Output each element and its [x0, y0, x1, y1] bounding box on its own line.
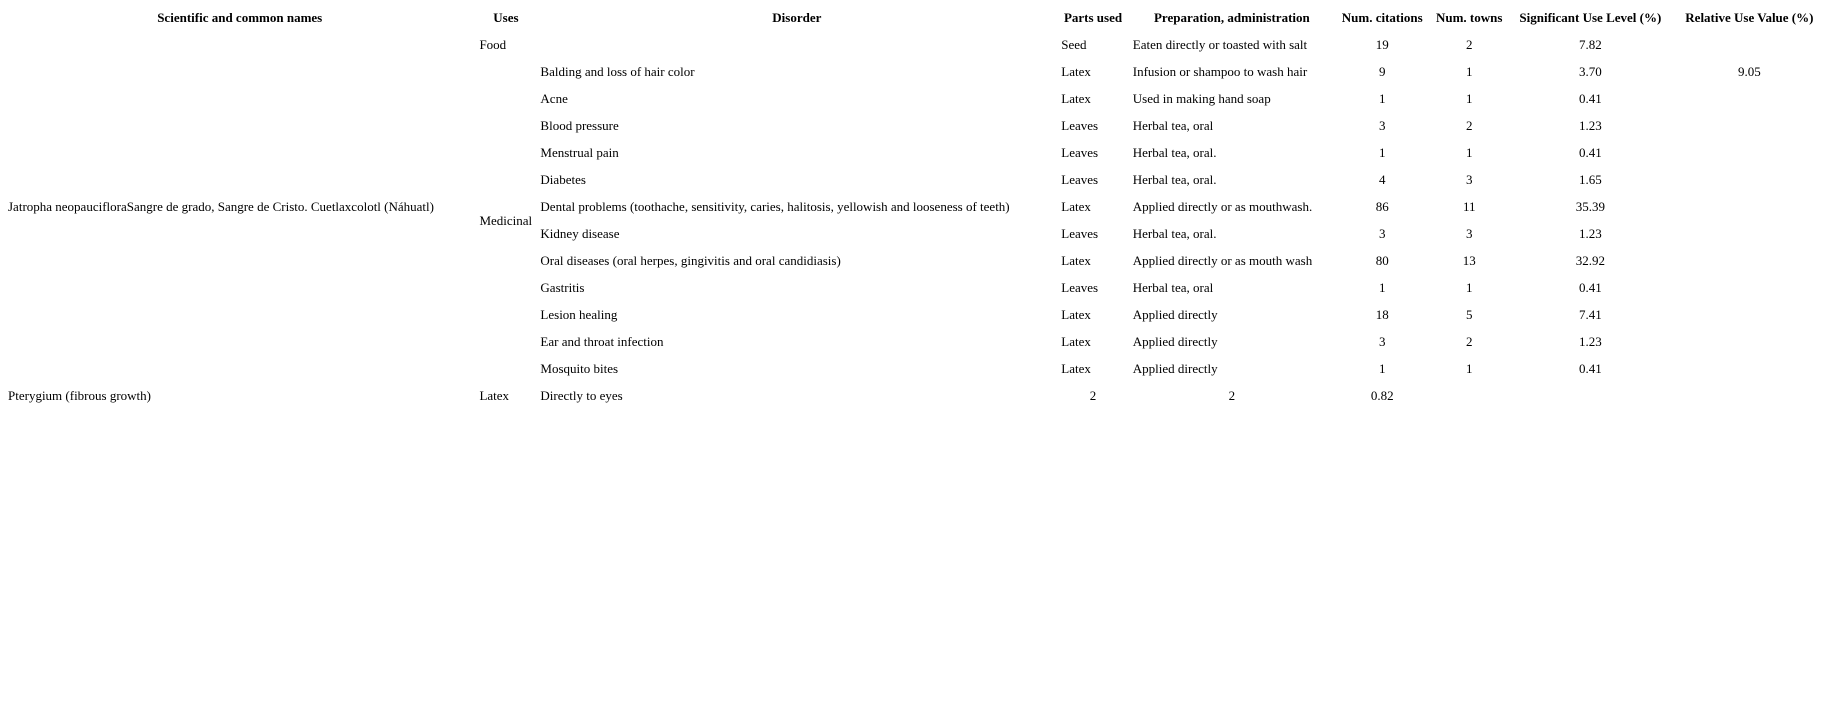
sul-cell: 0.41 — [1578, 280, 1602, 295]
header-prep: Preparation, administration — [1153, 10, 1310, 25]
table-row-shifted — [4, 382, 1827, 409]
prep-cell: Applied directly — [1132, 334, 1218, 349]
table-row — [4, 31, 1827, 58]
citations-cell: 1 — [1378, 91, 1386, 106]
ruv-empty — [1672, 85, 1827, 112]
prep-cell: Applied directly or as mouth wash — [1132, 253, 1313, 268]
parts-cell: Latex — [1061, 199, 1091, 214]
parts-cell: Leaves — [1061, 118, 1099, 133]
disorder-cell: Blood pressure — [540, 118, 619, 133]
towns-cell: 2 — [1465, 118, 1473, 133]
citations-cell: 1 — [1378, 361, 1386, 376]
towns-cell: 1 — [1465, 64, 1473, 79]
sul-cell: 0.41 — [1578, 91, 1602, 106]
prep-cell: Applied directly or as mouthwash. — [1132, 199, 1313, 214]
prep-cell: Applied directly — [1132, 307, 1218, 322]
prep-cell: Herbal tea, oral. — [1132, 145, 1217, 160]
header-name: Scientific and common names — [157, 10, 323, 25]
sul-cell: 1.65 — [1578, 172, 1602, 187]
parts-cell: Latex — [1061, 64, 1091, 79]
header-uses: Uses — [493, 10, 519, 25]
towns-cell: 1 — [1465, 145, 1473, 160]
citations-cell: 1 — [1378, 280, 1386, 295]
sul-cell: 0.41 — [1578, 361, 1602, 376]
ruv-empty — [1672, 166, 1827, 193]
ruv-empty — [1672, 31, 1827, 58]
ruv-cell: 9.05 — [1738, 64, 1761, 79]
empty-cell — [1509, 382, 1672, 409]
disorder-cell: Diabetes — [540, 172, 586, 187]
towns-cell: 3 — [1465, 172, 1473, 187]
header-sul: Significant Use Level (%) — [1519, 10, 1662, 25]
sul-cell: 3.70 — [1578, 64, 1602, 79]
citations-cell: 4 — [1378, 172, 1386, 187]
ruv-empty — [1672, 355, 1827, 382]
disorder-cell: Menstrual pain — [540, 145, 619, 160]
prep-cell: Eaten directly or toasted with salt — [1132, 37, 1308, 52]
ruv-empty — [1672, 220, 1827, 247]
header-row — [4, 4, 1827, 31]
header-disorder: Disorder — [772, 10, 822, 25]
parts-cell: Seed — [1061, 37, 1087, 52]
citations-cell: 18 — [1375, 307, 1389, 322]
disorder-cell: Gastritis — [540, 280, 585, 295]
parts-cell: Leaves — [1061, 280, 1099, 295]
citations-cell: 9 — [1378, 64, 1386, 79]
disorder-cell: Ear and throat infection — [540, 334, 664, 349]
disorder-cell: Oral diseases (oral herpes, gingivitis and oral candidiasis) — [540, 253, 841, 268]
parts-cell: Leaves — [1061, 172, 1099, 187]
citations-cell: 19 — [1375, 37, 1389, 52]
disorder-cell — [536, 31, 1057, 58]
citations-cell: 3 — [1378, 226, 1386, 241]
header-parts: Parts used — [1063, 10, 1123, 25]
ruv-empty — [1672, 274, 1827, 301]
parts-cell: Latex — [1061, 361, 1091, 376]
sul-cell: 0.82 — [1370, 388, 1394, 403]
empty-cell — [1429, 382, 1509, 409]
disorder-cell: Pterygium (fibrous growth) — [8, 388, 151, 403]
towns-cell: 13 — [1462, 253, 1476, 268]
parts-cell: Latex — [1061, 91, 1091, 106]
sul-cell: 7.41 — [1578, 307, 1602, 322]
use-food: Food — [479, 37, 507, 52]
parts-cell: Latex — [479, 388, 510, 403]
header-towns: Num. towns — [1435, 10, 1503, 25]
sul-cell: 1.23 — [1578, 226, 1602, 241]
prep-cell: Applied directly — [1132, 361, 1218, 376]
header-ruv: Relative Use Value (%) — [1685, 10, 1814, 25]
disorder-cell: Kidney disease — [540, 226, 620, 241]
prep-cell: Herbal tea, oral. — [1132, 172, 1217, 187]
use-medicinal: Medicinal — [479, 212, 533, 228]
towns-cell: 2 — [1228, 388, 1236, 403]
parts-cell: Leaves — [1061, 226, 1099, 241]
sul-cell: 32.92 — [1575, 253, 1605, 268]
towns-cell: 1 — [1465, 280, 1473, 295]
ruv-empty — [1672, 193, 1827, 220]
sul-cell: 1.23 — [1578, 118, 1602, 133]
disorder-cell: Acne — [540, 91, 568, 106]
citations-cell: 2 — [1089, 388, 1097, 403]
disorder-cell: Dental problems (toothache, sensitivity, caries, halitosis, yellowish and looseness of teeth) — [540, 199, 1010, 214]
prep-cell: Infusion or shampoo to wash hair — [1132, 64, 1308, 79]
header-citations: Num. citations — [1341, 10, 1423, 25]
citations-cell: 3 — [1378, 118, 1386, 133]
sul-cell: 0.41 — [1578, 145, 1602, 160]
towns-cell: 1 — [1465, 91, 1473, 106]
ethnobotany-table — [4, 4, 1827, 409]
towns-cell: 5 — [1465, 307, 1473, 322]
disorder-cell: Mosquito bites — [540, 361, 619, 376]
towns-cell: 11 — [1462, 199, 1476, 214]
prep-cell: Herbal tea, oral — [1132, 280, 1214, 295]
citations-cell: 3 — [1378, 334, 1386, 349]
towns-cell: 3 — [1465, 226, 1473, 241]
prep-cell: Herbal tea, oral. — [1132, 226, 1217, 241]
ruv-empty — [1672, 247, 1827, 274]
prep-cell: Herbal tea, oral — [1132, 118, 1214, 133]
parts-cell: Leaves — [1061, 145, 1099, 160]
parts-cell: Latex — [1061, 253, 1091, 268]
citations-cell: 86 — [1375, 199, 1389, 214]
citations-cell: 1 — [1378, 145, 1386, 160]
disorder-cell: Lesion healing — [540, 307, 618, 322]
towns-cell: 2 — [1465, 37, 1473, 52]
citations-cell: 80 — [1375, 253, 1389, 268]
sul-cell: 7.82 — [1578, 37, 1602, 52]
prep-cell: Directly to eyes — [540, 388, 623, 403]
ruv-empty — [1672, 301, 1827, 328]
prep-cell: Used in making hand soap — [1132, 91, 1271, 106]
sul-cell: 35.39 — [1575, 199, 1605, 214]
towns-cell: 2 — [1465, 334, 1473, 349]
sul-cell: 1.23 — [1578, 334, 1602, 349]
ruv-empty — [1672, 328, 1827, 355]
ruv-empty — [1672, 112, 1827, 139]
ruv-empty — [1672, 139, 1827, 166]
disorder-cell: Balding and loss of hair color — [540, 64, 695, 79]
empty-cell — [1672, 382, 1827, 409]
towns-cell: 1 — [1465, 361, 1473, 376]
parts-cell: Latex — [1061, 307, 1091, 322]
parts-cell: Latex — [1061, 334, 1091, 349]
species-name: Jatropha neopaucifloraSangre de grado, Sangre de Cristo. Cuetlaxcolotl (Náhuatl) — [8, 199, 434, 214]
